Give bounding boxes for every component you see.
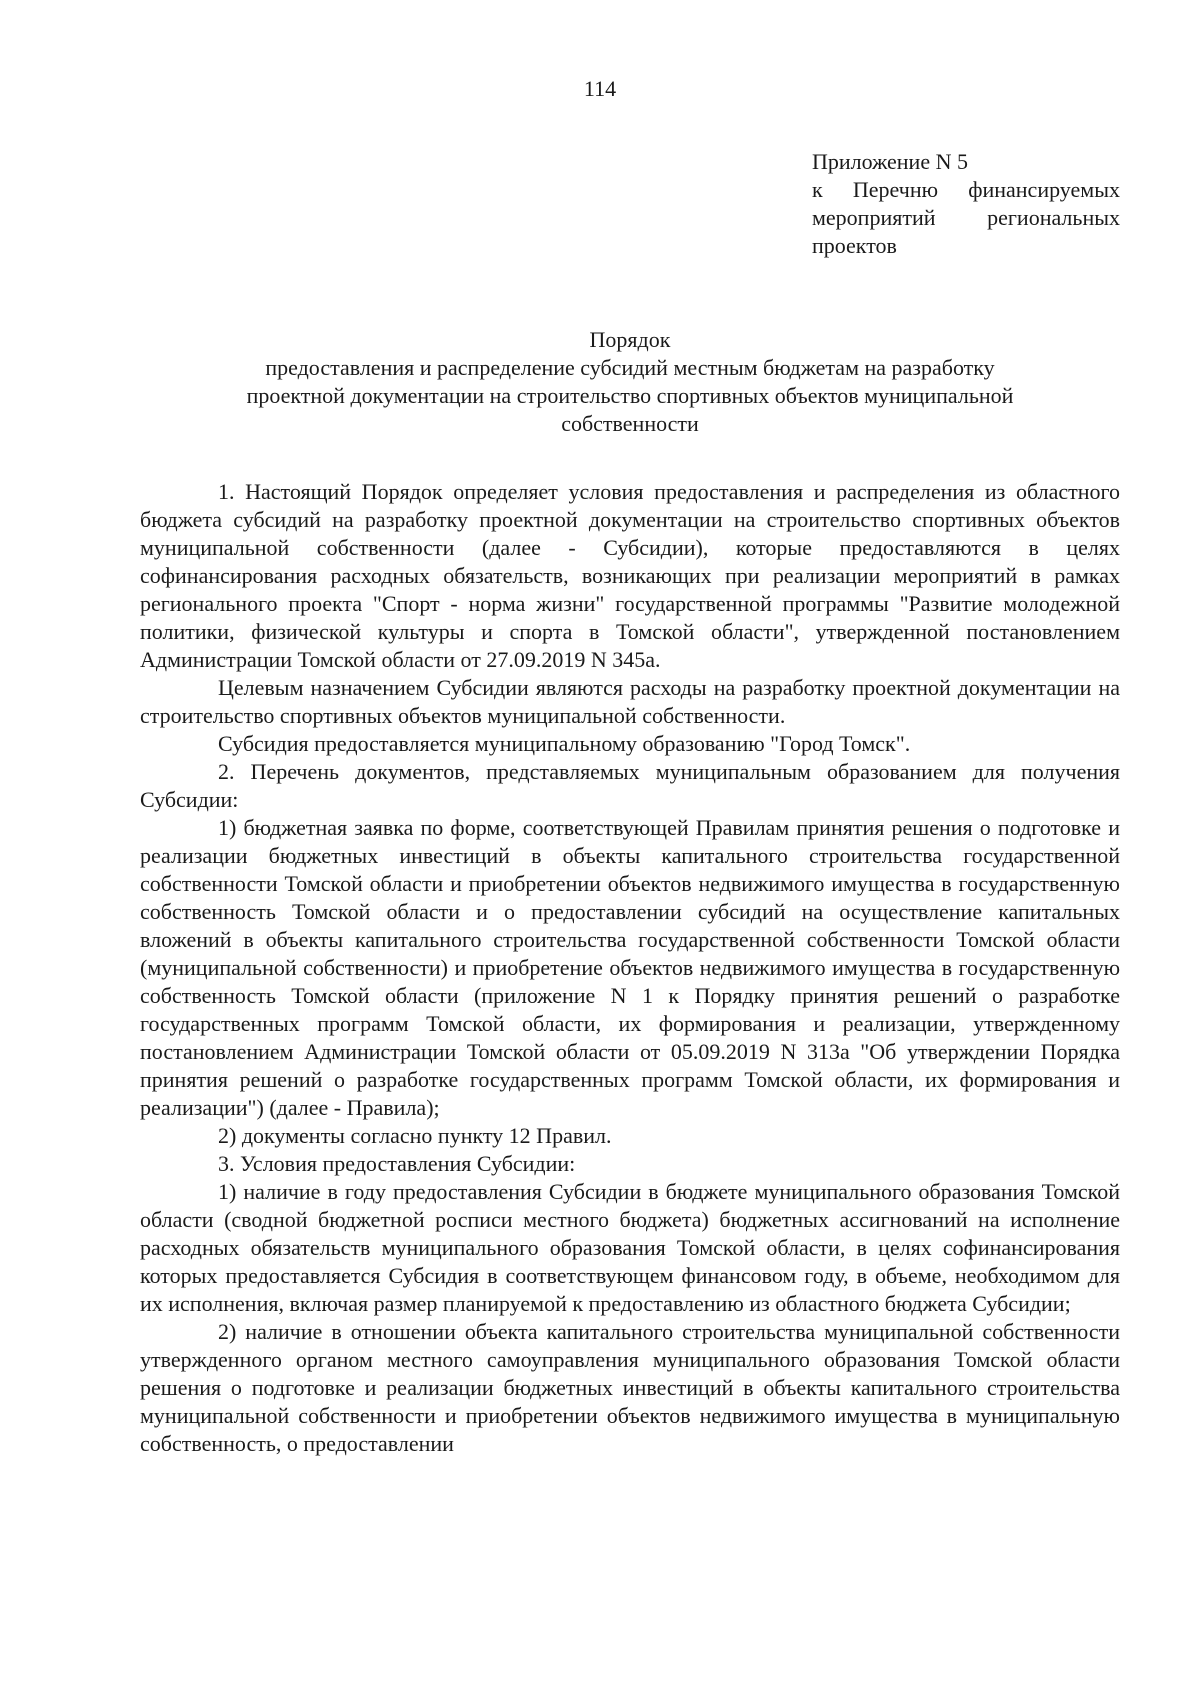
paragraph: 1. Настоящий Порядок определяет условия предоставления и распределения из областного бюджета субсидий на разработку проектной документации на строительство спортивных объектов муниципальной собственности (далее - Субсидии), которые предоставляются в целях софинансирования расходных обязательств, возникающих при реализации мероприятий в рамках регионального проекта "Спорт - норма жизни" государственной программы "Развитие молодежной политики, физической культуры и спорта в Томской области", утвержденной постановлением Администрации Томской области от 27.09.2019 N 345а. <box>140 479 1120 672</box>
title-line: собственности <box>561 411 699 436</box>
paragraph: 1) бюджетная заявка по форме, соответствующей Правилам принятия решения о подготовке и реализации бюджетных инвестиций в объекты капитального строительства государственной собственности Томской области и приобретении объектов недвижимого имущества в государственную собственность Томской области и о предоставлении субсидий на осуществление капитальных вложений в объекты капитального строительства государственной собственности Томской области (муниципальной собственности) и приобретение объектов недвижимого имущества в государственную собственность Томской области (приложение N 1 к Порядку принятия решений о разработке государственных программ Томской области, их формирования и реализации, утвержденному постановлением Администрации Томской области от 05.09.2019 N 313а "Об утверждении Порядка принятия решений о разработке государственных программ Томской области, их формирования и реализации") (далее - Правила); <box>140 815 1120 1120</box>
paragraph: 2. Перечень документов, представляемых муниципальным образованием для получения Субсидии: <box>140 759 1120 812</box>
paragraph: Субсидия предоставляется муниципальному образованию "Город Томск". <box>218 731 911 756</box>
title-heading: Порядок <box>589 327 671 352</box>
paragraph: 1) наличие в году предоставления Субсидии в бюджете муниципального образования Томской области (сводной бюджетной росписи местного бюджета) бюджетных ассигнований на исполнение расходных обязательств муниципального образования Томской области, в целях софинансирования которых предоставляется Субсидия в соответствующем финансовом году, в объеме, необходимом для их исполнения, включая размер планируемой к предоставлению из областного бюджета Субсидии; <box>140 1179 1120 1316</box>
page-number: 114 <box>583 76 617 101</box>
paragraph: 2) наличие в отношении объекта капитального строительства муниципальной собственности утвержденного органом местного самоуправления муниципального образования Томской области решения о подготовке и реализации бюджетных инвестиций в объекты капитального строительства муниципальной собственности и приобретении объектов недвижимого имущества в муниципальную собственность, о предоставлении <box>140 1319 1120 1456</box>
document-body <box>140 478 1120 1458</box>
appendix-line: мероприятий региональных <box>812 205 1120 230</box>
document-title <box>140 326 1120 438</box>
appendix-line: к Перечню финансируемых <box>812 177 1120 202</box>
appendix-line: проектов <box>812 233 897 258</box>
paragraph: 2) документы согласно пункту 12 Правил. <box>218 1123 612 1148</box>
title-line: проектной документации на строительство спортивных объектов муниципальной <box>246 383 1014 408</box>
title-line: предоставления и распределение субсидий местным бюджетам на разработку <box>265 355 995 380</box>
paragraph: 3. Условия предоставления Субсидии: <box>218 1151 576 1176</box>
appendix-header <box>812 148 1120 260</box>
paragraph: Целевым назначением Субсидии являются расходы на разработку проектной документации на строительство спортивных объектов муниципальной собственности. <box>140 675 1120 728</box>
appendix-title: Приложение N 5 <box>812 149 968 174</box>
